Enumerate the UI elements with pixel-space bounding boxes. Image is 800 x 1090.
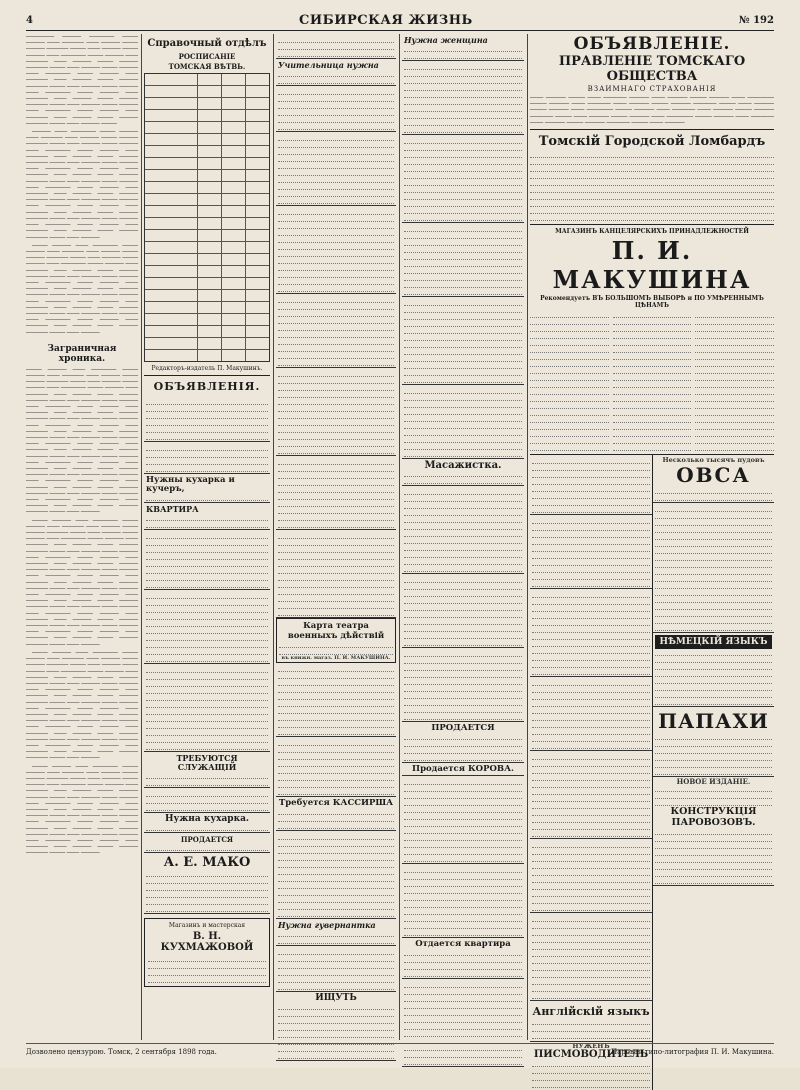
ad-block xyxy=(402,486,524,574)
ad-block xyxy=(402,385,524,459)
ad-block xyxy=(276,946,396,992)
page-footer xyxy=(26,1043,774,1060)
article-text: ───── ────── ──── ──────── ───── ────── ──── ─────── ──── ────── ───── ────── ─────── ───── ──── ────── ───── ────── ──── ──────── ───── ────── ──── ─────── ──── ────── ───── ────── ─────── ───── ──── ────── ───── ────── ──── ──────── ───── ────── ──── ─────── ──── ────── ───── ────── ─────── ───── ──── ────── ───── ────── ──── ──────── ───── ────── ──── ─────── ──── ────── ───── ────── ─────── ───── ──── ────── ───── ────── ──── ──────── ───── ────── ──── ─────── ──── ────── ───── ────── ─────── ───── ──── ────── xyxy=(26,242,138,336)
ad-insurance-society: ОБЪЯВЛЕНІЕ. ПРАВЛЕНІЕ ТОМСКАГО ОБЩЕСТВА ВЗАИМНАГО СТРАХОВАНІЯ ──── ────── ───── ──── ─────── ────── ──── ────── ───── ────── ──── ──────── ───── ────── ──── ─────── ──── ────── ───── ────── ─────── ───── ──── ────── ───── ────── ──── ──────── ───── ────── ──── ─────── ──── ────── ───── ────── ─────── ───── ──── ────── ───── ────── ──── ──────── ───── ────── ──── ─────── ──── ────── ───── ────── ─────── ───── ──── ────── xyxy=(530,34,774,130)
article-text: ───── ────── ──── ──────── ───── ────── ──── ─────── ──── ────── ───── ────── ─────── ───── ──── ────── ───── ────── ──── ──────── ───── ────── ──── ─────── ──── ────── ───── ────── ─────── ───── ──── ────── ───── ────── ──── ──────── ───── ────── ──── ─────── ──── ────── ───── ────── ─────── ───── ──── ────── ───── ────── ──── ──────── ───── ────── ──── ─────── ──── ────── ───── ────── ─────── ───── ──── ────── ───── ────── ──── ──────── ───── ────── ──── ─────── ──── ────── ───── ────── ─────── ───── ──── ────── ───── ────── ──── ──────── ───── ────── ──── ─────── ──── ────── ───── ────── ─────── ───── ──── ────── xyxy=(26,649,138,762)
ad-block xyxy=(530,751,652,839)
ad-german-language: НѢМЕЦКІЙ ЯЗЫКЪ xyxy=(653,633,774,707)
ad-clerk: НУЖЕНЪ ПИСМОВОДИТЕЛЬ xyxy=(530,1042,652,1090)
ad-block xyxy=(402,776,524,864)
article-text: ────── ──── ──────── ───── ────── ──── ─────── ──── ────── ───── ────── ─────── ───── ──── ────── ───── ────── ──── ──────── ───── ────── ──── ─────── ──── ────── ───── ────── ─────── ───── ──── ────── ───── ────── ──── ──────── ───── ────── ──── ─────── ──── ────── ───── ────── ─────── ───── ──── ────── ───── ────── ──── ──────── ───── ────── ──── ─────── ──── ────── ───── ────── ─────── ───── ──── ────── ───── ────── ──── ──────── ───── ────── ──── ─────── ──── ────── ───── ────── ─────── ───── ──── ────── ───── ────── ──── ──────── ───── ────── ──── ─────── ──── ────── ───── ────── ─────── ───── ──── ────── xyxy=(26,129,138,241)
ad-block xyxy=(144,590,270,664)
foreign-chronicle-heading: Заграничная хроника. xyxy=(47,343,117,364)
reference-section-title: Справочный отдѣлъ xyxy=(147,38,267,49)
ad-kukhmakova-shop: Магазинъ и мастерская В. Н. КУХМАЖОВОЙ xyxy=(144,918,270,987)
article-text: ───────── ────── ──────── ───── ────── ──── ─────── ──── ────── ───── ────── ─────── ───── ──── ────── ───── ────── ──── ──────── ───── ────── ──── ─────── ──── ────── ───── ────── ─────── ───── ──── ────── ───── ────── ──── ──────── ───── ────── ──── ─────── ──── ────── ───── ────── ─────── ───── ──── ────── ───── ────── ──── ──────── ───── ────── ──── ─────── ──── ────── ───── ────── ─────── ───── ──── ────── ───── ────── ──── ──────── ───── ────── ──── ─────── ──── ────── ───── ────── ─────── ───── ──── ────── ───── xyxy=(26,34,138,127)
censor-line: Дозволено цензурою. Томск, 2 сентября 1898 года. xyxy=(26,1048,217,1056)
ad-english-language: Англійскій языкъ xyxy=(530,1001,652,1042)
ad-block xyxy=(144,396,270,442)
ad-employees: ТРЕБУЮТСЯ СЛУЖАЩІЙ xyxy=(144,752,270,788)
ad-block xyxy=(653,503,774,633)
ad-apartment: КВАРТИРА xyxy=(144,503,270,530)
ad-block xyxy=(276,132,396,206)
column-rule xyxy=(527,34,528,1040)
ad-block xyxy=(402,135,524,223)
ad-block xyxy=(402,574,524,648)
ad-block xyxy=(402,223,524,297)
ad-block xyxy=(144,530,270,590)
page-header xyxy=(26,10,774,31)
ad-papakhi: ПАПАХИ xyxy=(653,707,774,777)
ad-block xyxy=(530,515,652,589)
ad-cook-and-coachman: Нужны кухарка и кучеръ, xyxy=(144,474,270,503)
ad-for-sale: ПРОДАЕТСЯ xyxy=(144,833,270,853)
column-rule xyxy=(273,34,274,1040)
ad-apartment-rent: Отдается квартира xyxy=(402,938,524,979)
ad-block xyxy=(530,589,652,677)
ad-block xyxy=(276,368,396,456)
ad-block xyxy=(530,677,652,751)
newspaper-title: СИБИРСКАЯ ЖИЗНЬ xyxy=(298,12,473,28)
column-rule xyxy=(141,34,142,1040)
right-sub-right xyxy=(653,455,774,1090)
column-2 xyxy=(144,34,270,1040)
editor-line: Редакторъ-издатель П. Макушинъ. xyxy=(144,365,270,376)
ad-block xyxy=(144,664,270,752)
ad-mako: А. Е. МАКО xyxy=(144,853,270,914)
ad-block xyxy=(276,86,396,132)
column-1 xyxy=(26,34,138,1040)
ad-block xyxy=(276,530,396,618)
ad-block xyxy=(530,839,652,913)
ad-cook-needed: Нужна кухарка. xyxy=(144,813,270,833)
schedule-title: РОСПИСАНІЕ xyxy=(178,52,236,61)
column-rule xyxy=(399,34,400,1040)
ad-block xyxy=(276,34,396,59)
ad-block xyxy=(276,831,396,919)
announcements-heading: ОБЪЯВЛЕНІЯ. xyxy=(153,380,261,393)
ad-governess: Нужна гувернантка xyxy=(276,919,396,946)
railway-branch: ТОМСКАЯ ВѢТВЬ. xyxy=(168,62,246,71)
printer-line: Паровая типо-литография П. И. Макушина. xyxy=(611,1048,774,1056)
ad-search: ИЩУТЬ xyxy=(276,992,396,1061)
article-text: ───── ────── ──── ──────── ───── ────── ──── ─────── ──── ────── ───── ────── ─────── ───── ──── ────── ───── ────── ──── ──────── ───── ────── ──── ─────── ──── ────── ───── ────── ─────── ───── ──── ────── ───── ────── ──── ──────── ───── ────── ──── ─────── ──── ────── ───── ────── ─────── ───── ──── ────── ───── ────── ──── ──────── ───── ────── ──── ─────── ──── ────── ───── ────── ─────── ───── ──── ────── ───── ────── ──── ──────── ───── ────── ──── ─────── ──── ────── ───── ────── ─────── ───── ──── ────── ───── ────── ──── ──────── ───── ────── ──── ─────── ──── ────── ───── ────── ─────── ───── ──── ────── ───── ────── ──── ──────── ───── ────── ──── ─────── ──── ────── ───── ────── ─────── ───── ──── ────── ───── ────── ──── ──────── ───── ────── ──── ─────── ──── ────── ───── ────── ─────── ───── ──── ────── xyxy=(26,366,138,516)
page-number: 4 xyxy=(26,14,33,26)
ad-block xyxy=(276,294,396,368)
ad-new-edition: НОВОЕ ИЗДАНІЕ. КОНСТРУКЦІЯ ПАРОВОЗОВЪ. xyxy=(653,777,774,886)
ad-block xyxy=(276,663,396,737)
ad-block xyxy=(402,297,524,385)
issue-number: № 192 xyxy=(738,14,774,26)
column-3 xyxy=(276,34,396,1040)
ad-makushin-store: МАГАЗИНЪ КАНЦЕЛЯРСКИХЪ ПРИНАДЛЕЖНОСТЕЙ П. И. МАКУШИНА Рекомендуетъ ВЪ БОЛЬШОМЪ ВЫБОРѢ и ПО УМѢРЕННЫМЪ ЦѢНАМЪ xyxy=(530,225,774,454)
ad-block xyxy=(530,913,652,1001)
ad-nurse: Нужна женщина xyxy=(402,34,524,61)
ad-oats: Несколько тысячъ пудовъ ОВСА xyxy=(653,455,774,503)
article-text: ───── ────── ──── ──────── ───── ────── ──── ─────── ──── ────── ───── ────── ─────── ───── ──── ────── ───── ────── ──── ──────── ───── ────── ──── ─────── ──── ────── ───── ────── ─────── ───── ──── ────── ───── ────── ──── ──────── ───── ────── ──── ─────── ──── ────── ───── ────── ─────── ───── ──── ────── ───── ────── ──── ──────── ───── ────── ──── ─────── ──── ────── ───── ────── ─────── ───── ──── ────── ───── ────── ──── ──────── ───── ────── ──── ─────── ──── ────── ───── ────── ─────── ───── ──── ────── ───── ────── ──── ──────── ───── ────── ──── ─────── ──── ────── ───── ────── ─────── ───── ──── ────── ───── ────── ──── ──────── ───── ────── ──── ─────── ──── ────── ───── ────── ─────── ───── ──── ────── xyxy=(26,517,138,648)
article-text: ───── ────── ──── ──────── ───── ────── ──── ─────── ──── ────── ───── ────── ─────── ───── ──── ────── ───── ────── ──── ──────── ───── ────── ──── ─────── ──── ────── ───── ────── ─────── ───── ──── ────── ───── ────── ──── ──────── ───── ────── ──── ─────── ──── ────── ───── ────── ─────── ───── ──── ────── ───── ────── ──── ──────── ───── ────── ──── ─────── ──── ────── ───── ────── ─────── ───── ──── ────── ───── ────── ──── ──────── ───── ────── ──── ─────── ──── ────── ───── ────── ─────── ───── ──── ────── xyxy=(26,763,138,857)
train-schedule-table xyxy=(144,73,270,362)
ad-block xyxy=(402,648,524,722)
ad-block xyxy=(276,456,396,530)
ad-block xyxy=(402,864,524,938)
ad-block xyxy=(144,788,270,813)
ad-sale: ПРОДАЕТСЯ xyxy=(402,722,524,763)
column-4 xyxy=(402,34,524,1040)
ad-block xyxy=(276,737,396,797)
right-sub-left xyxy=(530,455,653,1090)
ad-city-lombard: Томскій Городской Ломбардъ xyxy=(530,130,774,225)
ad-block xyxy=(144,442,270,474)
ad-massage: Масажистка. xyxy=(402,459,524,486)
ad-block xyxy=(402,61,524,135)
ad-block xyxy=(276,206,396,294)
ad-theatre-map: Карта театра военныхъ дѣйствій въ книжн. магаз. П. И. МАКУШИНА. xyxy=(276,618,396,663)
ad-cashier: Требуется КАССИРША xyxy=(276,797,396,831)
ad-block xyxy=(530,455,652,515)
ad-cow: Продается КОРОВА. xyxy=(402,763,524,776)
ad-teacher: Учительница нужна xyxy=(276,59,396,86)
